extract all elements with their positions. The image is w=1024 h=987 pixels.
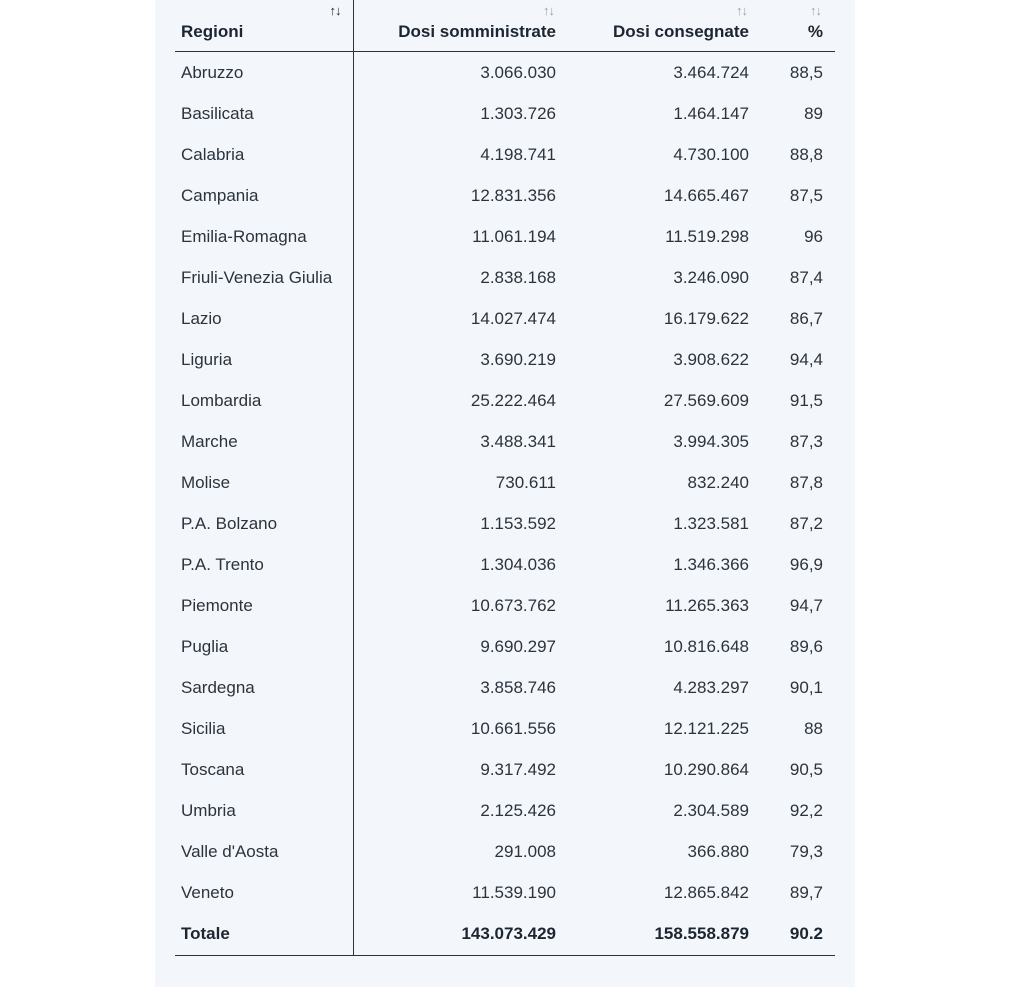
percent-cell: 87,5: [789, 185, 823, 205]
region-cell: Emilia-Romagna: [175, 216, 353, 257]
doses-delivered-cell: 3.994.305: [673, 431, 749, 451]
doses-administered-cell: 4.198.741: [480, 144, 556, 164]
doses-delivered-cell: 4.283.297: [673, 677, 749, 697]
doses-delivered-cell: 4.730.100: [673, 144, 749, 164]
doses-delivered-cell: 1.323.581: [673, 513, 749, 533]
table-row: [175, 585, 835, 626]
table-row: [175, 134, 835, 175]
column-header-label: Regioni: [181, 22, 244, 41]
percent-cell: 94,4: [789, 349, 823, 369]
percent-cell: 88,5: [789, 62, 823, 82]
percent-cell: 89,6: [789, 636, 823, 656]
region-cell: Umbria: [175, 790, 353, 831]
column-header-percent[interactable]: [761, 0, 835, 52]
column-header-regioni[interactable]: [175, 0, 353, 52]
doses-administered-cell: 730.611: [495, 472, 556, 492]
table-total-row: [175, 913, 835, 956]
percent-cell: 87,8: [789, 472, 823, 492]
table-row: [175, 52, 835, 94]
doses-administered-cell: 1.153.592: [480, 513, 556, 533]
table-row: [175, 708, 835, 749]
percent-cell: 88: [804, 718, 823, 738]
column-header-dosi-consegnate[interactable]: [568, 0, 761, 52]
doses-administered-cell: 291.008: [494, 841, 556, 861]
table-row: [175, 339, 835, 380]
sort-icon[interactable]: ↑↓: [810, 3, 821, 18]
region-cell: Marche: [175, 421, 353, 462]
doses-administered-cell: 3.488.341: [480, 431, 556, 451]
doses-delivered-cell: 158.558.879: [568, 913, 761, 956]
doses-delivered-cell: 3.908.622: [673, 349, 749, 369]
region-cell: Campania: [175, 175, 353, 216]
doses-delivered-cell: 12.865.842: [663, 882, 749, 902]
doses-delivered-cell: 27.569.609: [663, 390, 749, 410]
table-row: [175, 298, 835, 339]
doses-delivered-cell: 2.304.589: [673, 800, 749, 820]
doses-delivered-cell: 11.519.298: [665, 226, 749, 246]
table-row: [175, 790, 835, 831]
table-row: [175, 544, 835, 585]
region-cell: Liguria: [175, 339, 353, 380]
table-header: [175, 0, 835, 52]
region-cell: Calabria: [175, 134, 353, 175]
doses-administered-cell: 10.673.762: [470, 595, 556, 615]
percent-cell: 87,4: [789, 267, 823, 287]
percent-cell: 96,9: [789, 554, 823, 574]
doses-administered-cell: 143.073.429: [353, 913, 568, 956]
percent-cell: 87,2: [789, 513, 823, 533]
doses-delivered-cell: 1.346.366: [673, 554, 749, 574]
doses-delivered-cell: 14.665.467: [663, 185, 749, 205]
table-row: [175, 380, 835, 421]
region-cell: P.A. Trento: [175, 544, 353, 585]
region-cell: Piemonte: [175, 585, 353, 626]
percent-cell: 90,5: [789, 759, 823, 779]
doses-delivered-cell: 1.464.147: [673, 103, 749, 123]
doses-delivered-cell: 832.240: [687, 472, 749, 492]
doses-delivered-cell: 3.246.090: [673, 267, 749, 287]
doses-administered-cell: 1.303.726: [480, 103, 556, 123]
percent-cell: 90.2: [761, 913, 835, 956]
table-row: [175, 503, 835, 544]
table-row: [175, 831, 835, 872]
percent-cell: 96: [804, 226, 823, 246]
region-cell: Abruzzo: [175, 52, 353, 94]
percent-cell: 88,8: [789, 144, 823, 164]
table-body: [175, 52, 835, 956]
column-header-label: %: [807, 22, 823, 41]
doses-administered-cell: 2.125.426: [480, 800, 556, 820]
doses-administered-cell: 2.838.168: [480, 267, 556, 287]
table-row: [175, 667, 835, 708]
table-row: [175, 93, 835, 134]
region-cell: Lazio: [175, 298, 353, 339]
table-row: [175, 216, 835, 257]
region-cell: P.A. Bolzano: [175, 503, 353, 544]
region-cell: Totale: [175, 913, 353, 956]
table-row: [175, 749, 835, 790]
doses-administered-cell: 14.027.474: [470, 308, 556, 328]
doses-administered-cell: 25.222.464: [470, 390, 556, 410]
doses-administered-cell: 11.539.190: [472, 882, 556, 902]
region-cell: Lombardia: [175, 380, 353, 421]
column-header-dosi-somministrate[interactable]: [353, 0, 568, 52]
doses-delivered-cell: 10.290.864: [663, 759, 749, 779]
doses-administered-cell: 3.858.746: [480, 677, 556, 697]
doses-administered-cell: 1.304.036: [480, 554, 556, 574]
percent-cell: 91,5: [789, 390, 823, 410]
table-panel: [155, 0, 855, 987]
percent-cell: 90,1: [789, 677, 823, 697]
percent-cell: 89,7: [789, 882, 823, 902]
percent-cell: 87,3: [789, 431, 823, 451]
sort-icon[interactable]: ↑↓: [543, 3, 554, 18]
table-row: [175, 421, 835, 462]
doses-administered-cell: 11.061.194: [472, 226, 556, 246]
doses-delivered-cell: 16.179.622: [663, 308, 749, 328]
percent-cell: 92,2: [789, 800, 823, 820]
doses-delivered-cell: 366.880: [687, 841, 749, 861]
doses-delivered-cell: 11.265.363: [665, 595, 749, 615]
doses-administered-cell: 3.066.030: [480, 62, 556, 82]
region-cell: Puglia: [175, 626, 353, 667]
region-cell: Friuli-Venezia Giulia: [175, 257, 353, 298]
table-row: [175, 872, 835, 913]
percent-cell: 86,7: [789, 308, 823, 328]
doses-delivered-cell: 10.816.648: [663, 636, 749, 656]
doses-administered-cell: 9.317.492: [480, 759, 556, 779]
region-cell: Veneto: [175, 872, 353, 913]
vaccine-doses-table: [175, 0, 835, 956]
doses-administered-cell: 10.661.556: [470, 718, 556, 738]
sort-icon[interactable]: ↑↓: [736, 3, 747, 18]
header-row: [175, 0, 835, 52]
percent-cell: 79,3: [789, 841, 823, 861]
sort-icon[interactable]: ↑↓: [329, 3, 341, 18]
region-cell: Sicilia: [175, 708, 353, 749]
table-row: [175, 257, 835, 298]
region-cell: Valle d'Aosta: [175, 831, 353, 872]
region-cell: Sardegna: [175, 667, 353, 708]
doses-delivered-cell: 3.464.724: [673, 62, 749, 82]
region-cell: Toscana: [175, 749, 353, 790]
table-row: [175, 462, 835, 503]
table-row: [175, 175, 835, 216]
column-header-label: Dosi consegnate: [612, 22, 749, 41]
percent-cell: 94,7: [789, 595, 823, 615]
percent-cell: 89: [804, 103, 823, 123]
region-cell: Molise: [175, 462, 353, 503]
column-header-label: Dosi somministrate: [398, 22, 556, 41]
doses-administered-cell: 9.690.297: [480, 636, 556, 656]
region-cell: Basilicata: [175, 93, 353, 134]
doses-delivered-cell: 12.121.225: [663, 718, 749, 738]
table-row: [175, 626, 835, 667]
doses-administered-cell: 3.690.219: [480, 349, 556, 369]
doses-administered-cell: 12.831.356: [470, 185, 556, 205]
